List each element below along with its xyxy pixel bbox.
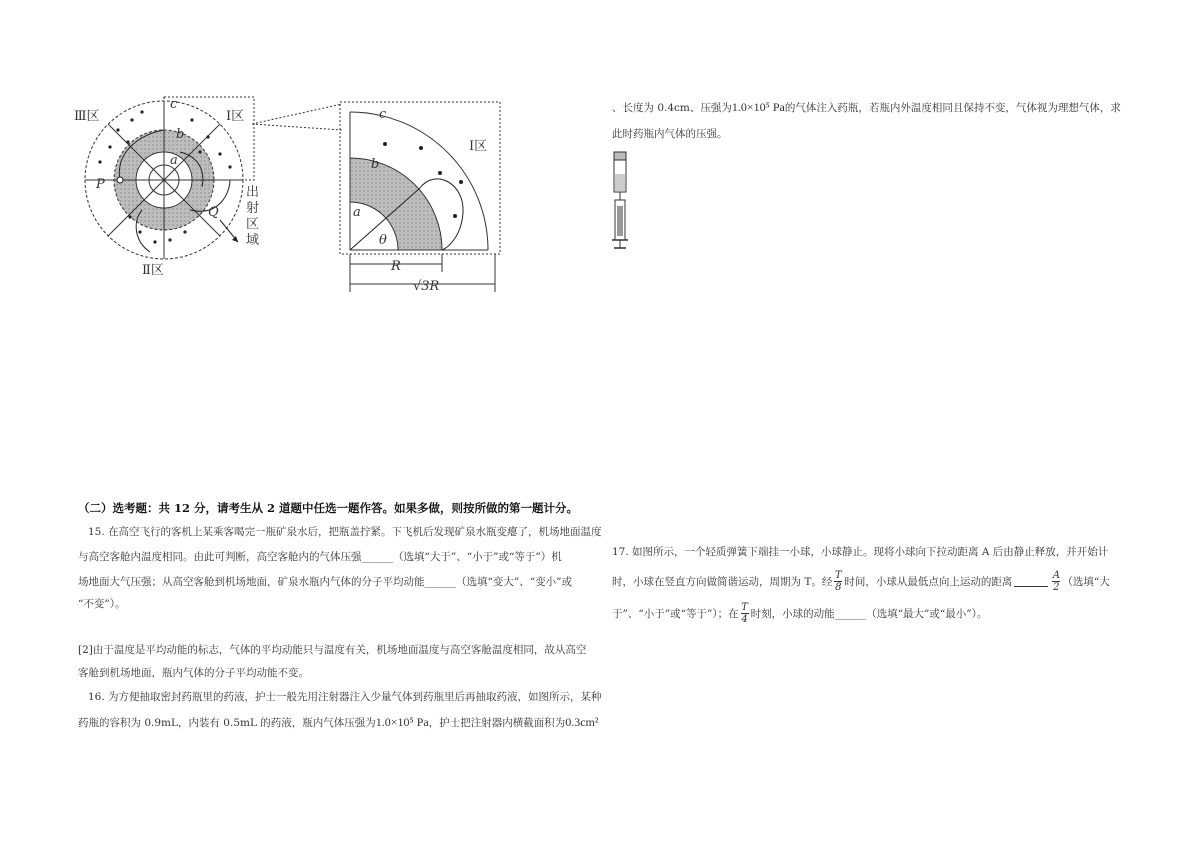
fraction-t-over-4: $\frac{T}{4}$ bbox=[741, 602, 748, 625]
q17-line1: 17. 如图所示，一个轻质弹簧下端挂一小球，小球静止。现将小球向下拉动距离 A 后由静止释放，并开始计 bbox=[612, 546, 1109, 558]
circle-b-label: b bbox=[176, 127, 185, 142]
zoom-connector bbox=[250, 96, 345, 136]
q17-line3: 于”、“小于”或“等于”）；在 $\frac{T}{4}$ 时刻，小球的动能______（选填“最大”或“最小”）。 bbox=[612, 602, 988, 625]
theta-label: θ bbox=[379, 233, 387, 248]
zone-1-label: Ⅰ区 bbox=[226, 109, 245, 124]
q15-answer-line2: 客舱到机场地面，瓶内气体的分子平均动能不变。 bbox=[78, 667, 309, 679]
exit-label-3: 区 bbox=[246, 217, 260, 232]
dim-sqrt3r-label: √3R bbox=[413, 279, 440, 294]
q16-line1: 16. 为方便抽取密封药瓶里的药液，护士一般先用注射器注入少量气体到药瓶里后再抽取药液，如图所示，某种 bbox=[88, 691, 602, 703]
zone-3-label: Ⅲ区 bbox=[74, 109, 100, 124]
figure-syringe-vial bbox=[608, 150, 632, 252]
q16-line2: 药瓶的容积为 0.9mL，内装有 0.5mL 的药液，瓶内气体压强为1.0×10⁵ Pa，护士把注射器内横截面积为0.3cm² bbox=[78, 715, 599, 729]
zone-2-label: Ⅱ区 bbox=[142, 263, 164, 278]
q16-continuation-line2: 此时药瓶内气体的压强。 bbox=[612, 128, 728, 140]
fraction-a-over-2: $\frac{A}{2}$ bbox=[1052, 570, 1060, 593]
exit-label-4: 域 bbox=[246, 233, 260, 248]
q16-continuation-line1: 、长度为 0.4cm、压强为1.0×10⁵ Pa的气体注入药瓶，若瓶内外温度相同且保持不变，气体视为理想气体，求 bbox=[612, 100, 1121, 114]
dim-r-label: R bbox=[391, 259, 401, 274]
q15-line3: 场地面大气压强；从高空客舱到机场地面，矿泉水瓶内气体的分子平均动能______（选填“变大”、“变小”或 bbox=[78, 576, 572, 588]
q17-line2: 时，小球在竖直方向做简谐运动，周期为 T。经 $\frac{T}{8}$ 时间，小球从最低点向上运动的距离 $\frac{A}{2}$ （选填“大 bbox=[612, 570, 1110, 593]
arc-b-label: b bbox=[371, 157, 380, 172]
fraction-t-over-8: $\frac{T}{8}$ bbox=[835, 570, 842, 593]
circle-c-label: c bbox=[170, 97, 178, 112]
figure-magnetic-field-regions bbox=[74, 92, 270, 282]
arc-a-label: a bbox=[353, 205, 361, 220]
figure-zoomed-quadrant bbox=[335, 98, 510, 296]
arc-c-label: c bbox=[379, 107, 387, 122]
q15-line4: “不变”）。 bbox=[78, 598, 126, 610]
point-p-label: P bbox=[96, 177, 105, 192]
exit-label-1: 出 bbox=[246, 185, 260, 200]
exit-label-2: 射 bbox=[246, 201, 260, 216]
q15-line1: 15. 在高空飞行的客机上某乘客喝完一瓶矿泉水后，把瓶盖拧紧。下飞机后发现矿泉水瓶变瘪了，机场地面温度 bbox=[88, 526, 602, 538]
circle-a-label: a bbox=[170, 153, 178, 168]
q15-answer-line1: [2]由于温度是平均动能的标志，气体的平均动能只与温度有关，机场地面温度与高空客舱温度相同，故从高空 bbox=[78, 644, 587, 656]
section-title: （二）选考题：共 12 分，请考生从 2 道题中任选一题作答。如果多做，则按所做的第一题计分。 bbox=[78, 501, 579, 515]
point-q-label: Q bbox=[208, 205, 219, 220]
q17-blank-1[interactable] bbox=[1014, 577, 1048, 587]
zone-1-zoom-label: Ⅰ区 bbox=[469, 139, 488, 154]
q15-line2: 与高空客舱内温度相同。由此可判断，高空客舱内的气体压强______（选填“大于”、“小于”或“等于”）机 bbox=[78, 551, 562, 563]
